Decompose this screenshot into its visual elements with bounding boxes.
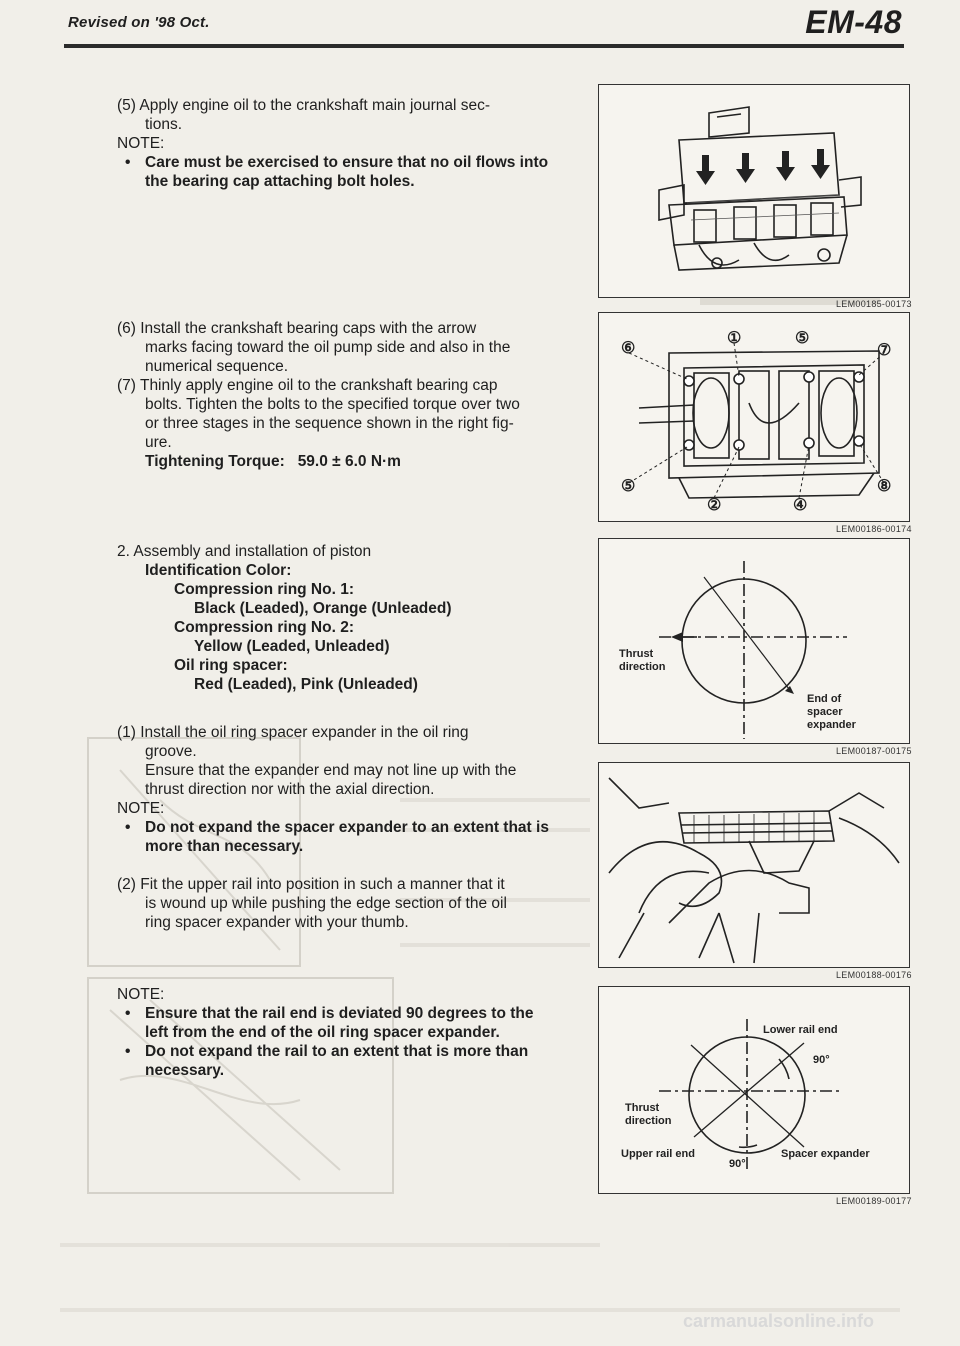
header-rule xyxy=(64,44,904,48)
note-bullet xyxy=(117,1004,567,1042)
step-5-line: (5) Apply engine oil to the crankshaft main journal sec- xyxy=(117,97,491,114)
step-2-line: is wound up while pushing the edge section of the oil xyxy=(145,895,507,912)
step-7-line: ure. xyxy=(145,434,172,451)
step-7-line: (7) Thinly apply engine oil to the crankshaft bearing cap xyxy=(117,377,498,394)
final-note-block xyxy=(117,985,567,1080)
step-1-line: Ensure that the expander end may not line up with the xyxy=(145,762,517,779)
step-2-line: ring spacer expander with your thumb. xyxy=(145,914,409,931)
spacer-expander-diagram xyxy=(599,539,909,743)
rail-fitting-illustration xyxy=(599,763,909,967)
sequence-number-5: ⑤ xyxy=(621,478,636,495)
note-text: • Do not expand the rail to an extent that is more than xyxy=(145,1043,529,1060)
sequence-number-4: ④ xyxy=(793,497,808,514)
thrust-label: Thrust xyxy=(619,648,654,660)
revision-label: Revised on '98 Oct. xyxy=(68,14,210,31)
end-label: End of xyxy=(807,693,842,705)
torque-label: Tightening Torque: xyxy=(145,453,285,470)
ring2-label: Compression ring No. 2: xyxy=(174,619,354,636)
tightening-torque xyxy=(117,452,567,471)
angle-label: 90° xyxy=(729,1158,746,1170)
note-text: more than necessary. xyxy=(145,838,304,855)
thrust-arrow-icon xyxy=(671,632,683,642)
note-text: • Ensure that the rail end is deviated 90 degrees to the xyxy=(145,1005,534,1022)
end-label: spacer xyxy=(807,706,843,718)
spacer-value: Red (Leaded), Pink (Unleaded) xyxy=(194,676,418,693)
step-6-line: (6) Install the crankshaft bearing caps with the arrow xyxy=(117,320,477,337)
ring1-label: Compression ring No. 1: xyxy=(174,581,354,598)
step-2-block xyxy=(117,875,567,932)
note-text: the bearing cap attaching bolt holes. xyxy=(145,173,415,190)
section-2-block xyxy=(117,542,567,694)
note-text: necessary. xyxy=(145,1062,224,1079)
sequence-number-8: ⑧ xyxy=(877,478,892,495)
spacer-expander-label: Spacer expander xyxy=(781,1148,870,1160)
sequence-number-6: ⑥ xyxy=(621,340,636,357)
step-5-line: tions. xyxy=(145,116,183,133)
step-7-line: bolts. Tighten the bolts to the specified torque over two xyxy=(145,396,520,413)
note-text: • Care must be exercised to ensure that no oil flows into xyxy=(145,154,549,171)
figure-rail-fitting xyxy=(598,762,910,968)
note-label: NOTE: xyxy=(117,135,165,152)
figure-crankshaft-oiling xyxy=(598,84,910,298)
note-label: NOTE: xyxy=(117,800,165,817)
watermark: carmanualsonline.info xyxy=(682,1311,874,1331)
section-2-title: 2. Assembly and installation of piston xyxy=(117,543,372,560)
lower-rail-label: Lower rail end xyxy=(763,1024,838,1036)
note-label: NOTE: xyxy=(117,986,165,1003)
thrust-label: direction xyxy=(619,661,666,673)
step-7-line: or three stages in the sequence shown in the right fig- xyxy=(145,415,514,432)
spacer-label: Oil ring spacer: xyxy=(174,657,288,674)
sequence-number-7: ⑦ xyxy=(877,342,892,359)
figure-caption: LEM00187-00175 xyxy=(836,746,912,756)
step-2-line: (2) Fit the upper rail into position in such a manner that it xyxy=(117,876,505,893)
upper-rail-label: Upper rail end xyxy=(621,1148,695,1160)
angle-label: 90° xyxy=(813,1054,830,1066)
step-6-line: marks facing toward the oil pump side and also in the xyxy=(145,339,511,356)
step-1-line: (1) Install the oil ring spacer expander in the oil ring xyxy=(117,724,469,741)
figure-rail-end-positions xyxy=(598,986,910,1194)
thrust-label: Thrust xyxy=(625,1102,660,1114)
note-bullet xyxy=(117,818,567,856)
note-bullet xyxy=(117,1042,567,1080)
page-code: EM-48 xyxy=(805,4,902,40)
step-6-line: numerical sequence. xyxy=(145,358,289,375)
note-text: • Do not expand the spacer expander to an extent that is xyxy=(145,819,549,836)
sequence-number-2: ② xyxy=(707,497,722,514)
figure-caption: LEM00188-00176 xyxy=(836,970,912,980)
figure-caption: LEM00186-00174 xyxy=(836,524,912,534)
sequence-number-1: ① xyxy=(727,330,742,347)
end-label: expander xyxy=(807,719,856,731)
tightening-sequence-illustration xyxy=(599,313,909,521)
step-5-block xyxy=(117,96,567,191)
crankshaft-oiling-illustration xyxy=(599,85,909,297)
rail-end-diagram xyxy=(599,987,909,1193)
thrust-label: direction xyxy=(625,1115,672,1127)
note-bullet xyxy=(117,153,567,191)
ring1-value: Black (Leaded), Orange (Unleaded) xyxy=(194,600,452,617)
id-color-label: Identification Color: xyxy=(145,562,292,579)
note-text: left from the end of the oil ring spacer expander. xyxy=(145,1024,500,1041)
step-1-block xyxy=(117,723,567,856)
step-6-7-block xyxy=(117,319,567,471)
step-1-line: thrust direction nor with the axial direction. xyxy=(145,781,435,798)
figure-caption: LEM00185-00173 xyxy=(836,299,912,309)
sequence-number-5: ⑤ xyxy=(795,330,810,347)
figure-tightening-sequence xyxy=(598,312,910,522)
figure-caption: LEM00189-00177 xyxy=(836,1196,912,1206)
ring2-value: Yellow (Leaded, Unleaded) xyxy=(194,638,390,655)
step-1-line: groove. xyxy=(145,743,197,760)
figure-spacer-expander-position xyxy=(598,538,910,744)
torque-value: 59.0 ± 6.0 N·m xyxy=(297,453,401,470)
